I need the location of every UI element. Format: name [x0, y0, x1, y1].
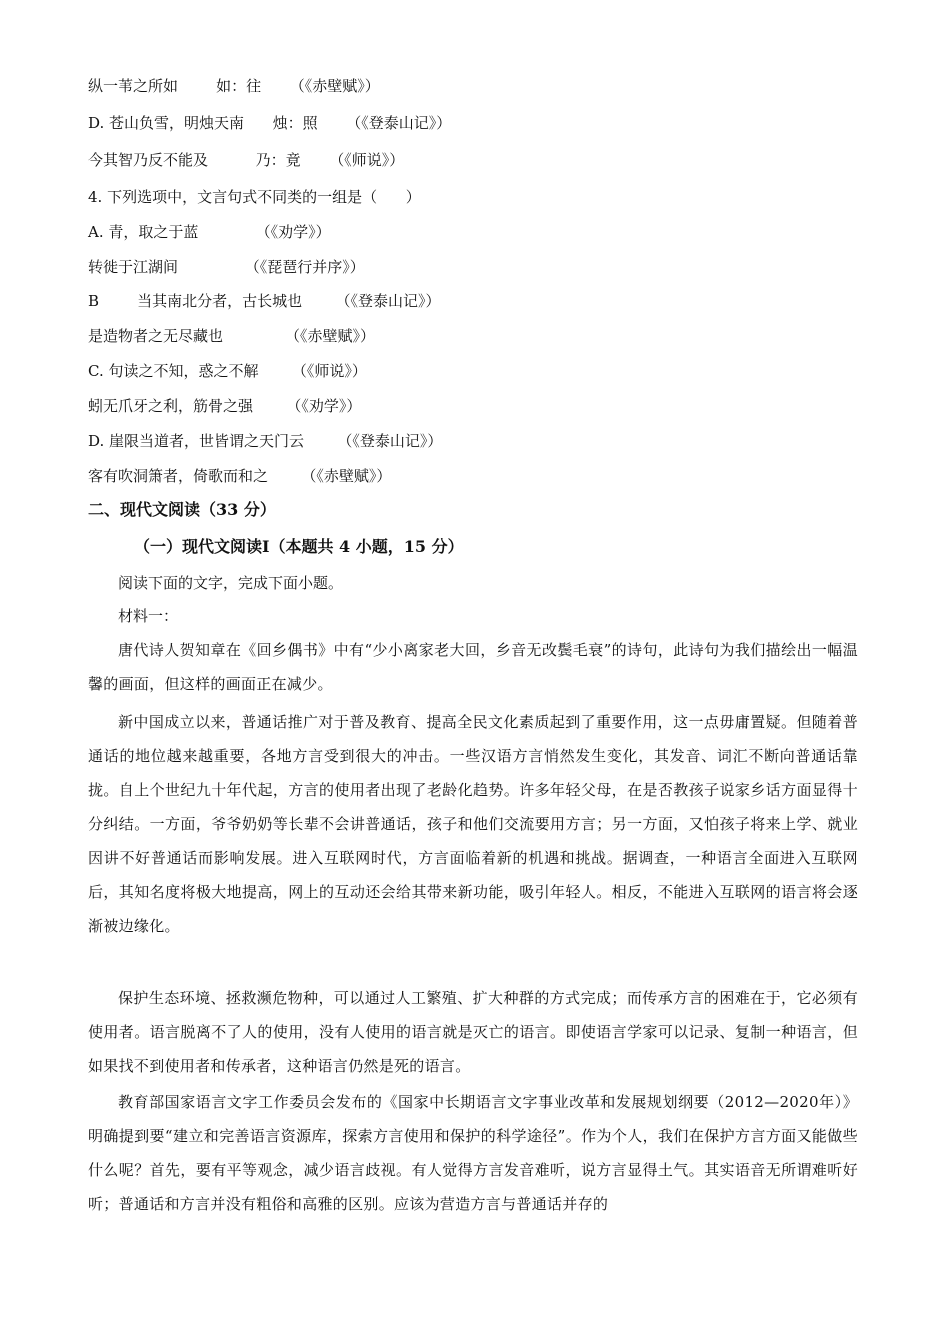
- material-label: 材料一：: [118, 607, 179, 625]
- sub-title: （一）现代文阅读Ⅰ（本题共 4 小题，15 分）: [134, 537, 464, 556]
- option-c: C. 句读之不知，惑之不解 （《师说》）: [88, 362, 367, 380]
- text-line: D. 苍山负雪，明烛天南 烛：照 （《登泰山记》）: [88, 114, 452, 132]
- text-line: 转徙于江湖间 （《琵琶行并序》）: [88, 258, 365, 276]
- paragraph: 唐代诗人贺知章在《回乡偶书》中有“少小离家老大回，乡音无改鬓毛衰”的诗句，此诗句为我们描绘出一幅温馨的画面，但这样的画面正在减少。: [88, 641, 858, 693]
- paragraph: 保护生态环境、拯救濒危物种，可以通过人工繁殖、扩大种群的方式完成；而传承方言的困难在于，它必须有使用者。语言脱离不了人的使用，没有人使用的语言就是灭亡的语言。即使语言学家可以记录、复制一种语言，但如果找不到使用者和传承者，这种语言仍然是死的语言。: [88, 989, 858, 1075]
- text-line: 客有吹洞箫者，倚歌而和之 （《赤壁赋》）: [88, 467, 392, 485]
- instruction: 阅读下面的文字，完成下面小题。: [118, 574, 344, 592]
- text-line: 纵一苇之所如 如：往 （《赤壁赋》）: [88, 77, 380, 95]
- text-line: 今其智乃反不能及 乃：竟 （《师说》）: [88, 151, 405, 169]
- paragraph: 教育部国家语言文字工作委员会发布的《国家中长期语言文字事业改革和发展规划纲要（2012—2020年）》明确提到要“建立和完善语言资源库，探索方言使用和保护的科学途径”。作为个人，我们在保护方言方面又能做些什么呢？首先，要有平等观念，减少语言歧视。有人觉得方言发音难听，说方言显得土气。其实语音无所谓难听好听；普通话和方言并没有粗俗和高雅的区别。应该为营造方言与普通话并存的: [88, 1093, 858, 1213]
- option-b: B 当其南北分者，古长城也 （《登泰山记》）: [88, 292, 441, 310]
- option-d: D. 崖限当道者，世皆谓之天门云 （《登泰山记》）: [88, 432, 443, 450]
- option-a: A. 青，取之于蓝 （《劝学》）: [88, 223, 331, 241]
- text-line: 蚓无爪牙之利，筋骨之强 （《劝学》）: [88, 397, 362, 415]
- section-title: 二、现代文阅读（33 分）: [88, 500, 276, 519]
- paragraph: 新中国成立以来，普通话推广对于普及教育、提高全民文化素质起到了重要作用，这一点毋庸置疑。但随着普通话的地位越来越重要，各地方言受到很大的冲击。一些汉语方言悄然发生变化，其发音、词汇不断向普通话靠拢。自上个世纪九十年代起，方言的使用者出现了老龄化趋势。许多年轻父母，在是否教孩子说家乡话方面显得十分纠结。一方面，爷爷奶奶等长辈不会讲普通话，孩子和他们交流要用方言；另一方面，又怕孩子将来上学、就业因讲不好普通话而影响发展。进入互联网时代，方言面临着新的机遇和挑战。据调查，一种语言全面进入互联网后，其知名度将极大地提高，网上的互动还会给其带来新功能，吸引年轻人。相反，不能进入互联网的语言将会逐渐被边缘化。: [88, 713, 858, 935]
- question-4: 4. 下列选项中，文言句式不同类的一组是（ ）: [88, 188, 421, 206]
- text-line: 是造物者之无尽藏也 （《赤壁赋》）: [88, 327, 375, 345]
